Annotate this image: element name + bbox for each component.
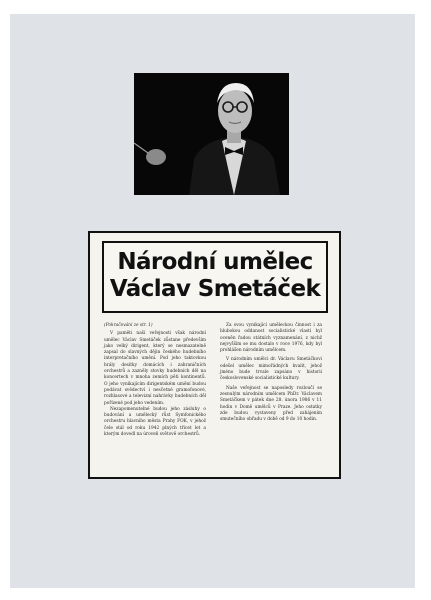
portrait-photo: [134, 73, 289, 195]
article-column-1: [104, 323, 206, 438]
continued-note: (Pokračování ze str. 1): [104, 323, 153, 328]
newspaper-clipping: [88, 231, 341, 479]
paragraph: Za svou vynikající uměleckou činnost i za hlubokou oddanost socialistické vlasti byl oceněn řadou státních vyznamenání, z nichž nejvyšším se mu dostalo v roce 1976, kdy byl prohlášen národním umělcem.: [220, 323, 322, 354]
portrait-image: [134, 73, 289, 195]
headline-line-2: Václav Smetáček: [109, 276, 321, 302]
article-column-2: [220, 323, 322, 423]
paragraph: V národním umělci dr. Václavu Smetáčkovi odešel umělec mimořádných kvalit, jehož jméno bude trvale zapsáno v historii československé socialistické kultury.: [220, 357, 322, 382]
headline-line-1: Národní umělec: [117, 249, 313, 275]
headline-box: [102, 241, 328, 313]
paragraph: V paměti naší veřejnosti však národní umělec Václav Smetáček zůstane především jako velký dirigent, který se nesmazatelně zapsal do slavných dějin českého hudebního interpretačního umění. Pod jeho taktovkou hrály desítky domácích i zahraničních orchestrů a zazněly stovky hudebních děl na koncertech v mnoha zemích pěti kontinentů. O jeho vynikajícím dirigentském umění budou podávat svědectví i nesčetné gramofonové, rozhlasové a televizní nahrávky hudebních děl pořízené pod jeho vedením.: [104, 331, 206, 406]
paragraph: Nezapomenutelné budou jeho zásluhy o budování a umělecký růst Symfonického orchestru hlavního města Prahy FOK, v jehož čele stál od roku 1942 plných třicet let a kterým dovedl na úroveň světově orchestrů.: [104, 406, 206, 438]
paragraph: Naše veřejnost se naposledy rozloučí se zesnulým národním umělcem PhDr. Václavem Smetáčkem v pátek dne 28. února 1986 v 11 hodin v Domě umělců v Praze. Jeho ostatky zde budou vystaveny před zahájením smutečního obřadu v době od 9 do 10 hodin.: [220, 385, 322, 423]
